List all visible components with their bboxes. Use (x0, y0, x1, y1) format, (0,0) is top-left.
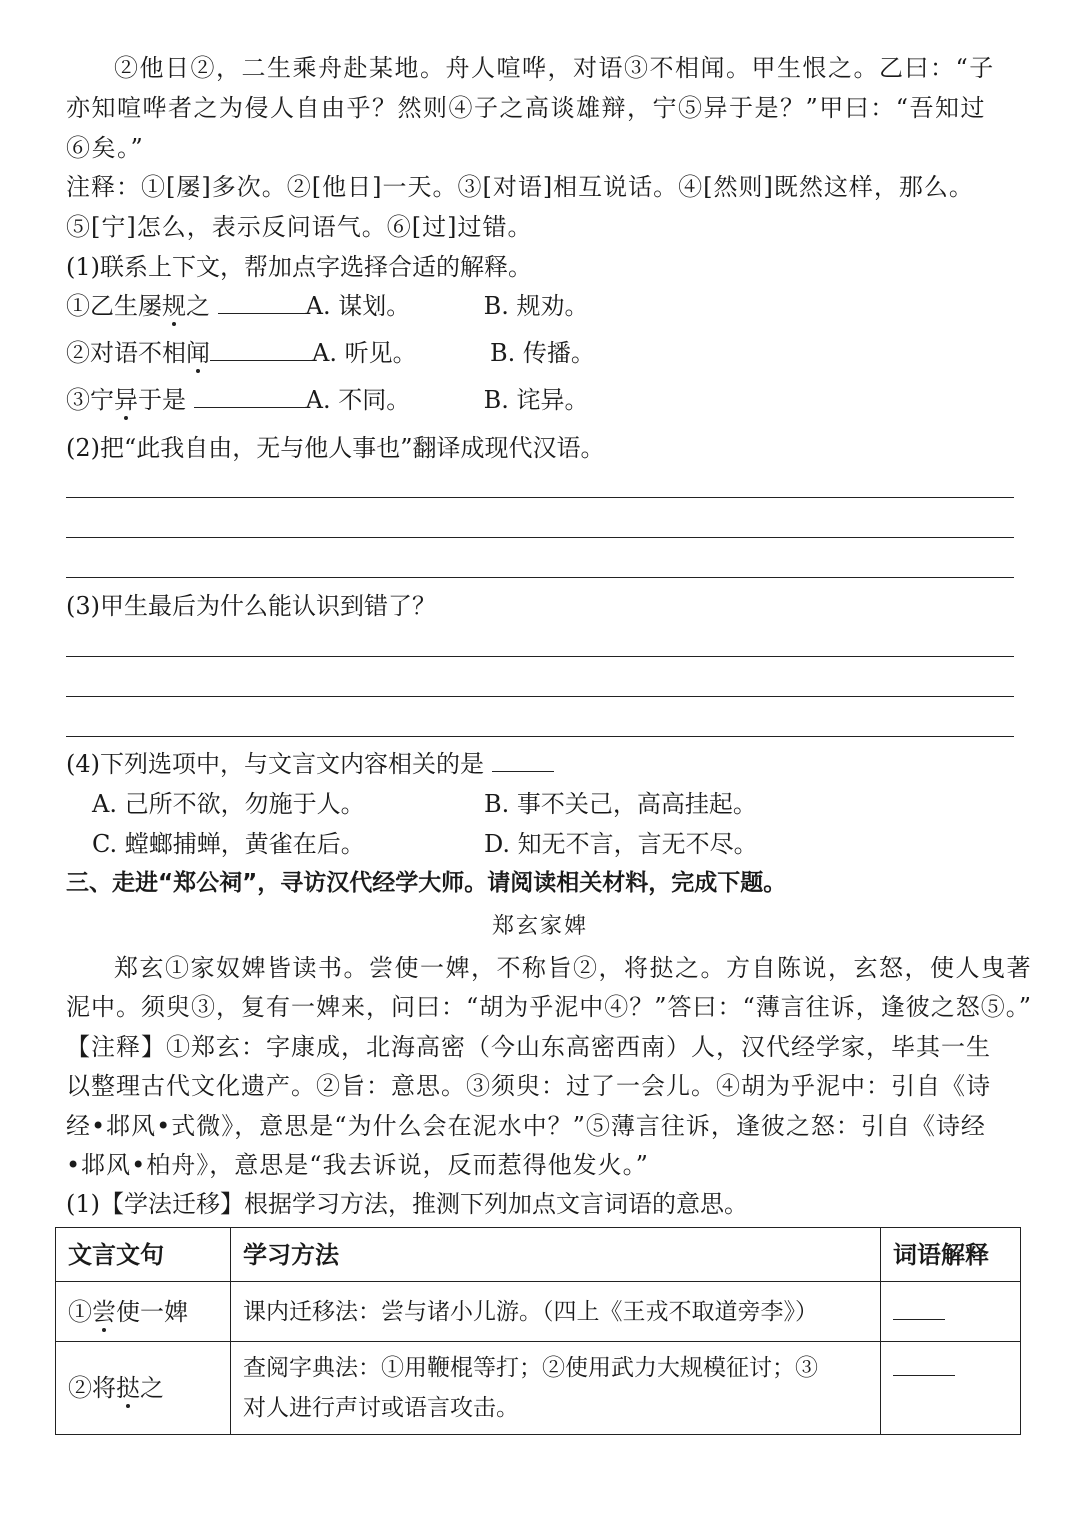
q1-item-3-option-b: B. 诧异。 (483, 386, 589, 414)
q1-item-1 (66, 286, 1014, 326)
q1-item-3-pre: ③宁 (66, 386, 114, 414)
q2-answer-line-3[interactable] (66, 577, 1014, 578)
row-2-answer-blank[interactable] (893, 1353, 955, 1376)
table-row (56, 1282, 1021, 1342)
table-row-1-answer[interactable] (881, 1282, 1021, 1342)
q4-option-a: A. 己所不欲，勿施于人。 (92, 790, 365, 818)
story2-para-line-3: ⑥矣。” (66, 134, 145, 162)
row-1-dotted-char: 尝 (92, 1297, 116, 1326)
q1-item-2 (66, 333, 1014, 373)
q2-prompt: (2)把“此我自由，无与他人事也”翻译成现代汉语。 (66, 434, 605, 462)
row-1-post: 使一婢 (116, 1297, 188, 1326)
q1-item-3-post: 于是 (138, 386, 194, 414)
q4-answer-blank[interactable] (492, 745, 554, 772)
q4-option-c: C. 螳螂捕蝉，黄雀在后。 (92, 830, 365, 858)
section3-para-line-2: 泥中。须臾③，复有一婢来，问曰：“胡为乎泥中④？”答曰：“薄言往诉，逢彼之怒⑤。” (66, 993, 1033, 1021)
q1-item-3 (66, 380, 1014, 420)
table-row-1-method: 课内迁移法：尝与诸小儿游。（四上《王戎不取道旁李》） (231, 1282, 881, 1342)
row-2-post: 之 (140, 1374, 164, 1402)
table-row (56, 1342, 1021, 1435)
q1-prompt: (1)联系上下文，帮加点字选择合适的解释。 (66, 253, 532, 281)
q4-prompt-line (66, 744, 1014, 784)
row-2-method-line-2: 对人进行声讨或语言攻击。 (243, 1395, 519, 1421)
table-row-2-answer[interactable] (881, 1342, 1021, 1435)
story2-notes-line-2: ⑤[宁]怎么，表示反问语气。⑥[过]过错。 (66, 213, 533, 241)
row-2-method-line-1: 查阅字典法：①用鞭棍等打；②使用武力大规模征讨；③ (243, 1355, 818, 1381)
table-header-method: 学习方法 (231, 1228, 881, 1282)
q1-item-1-answer-blank[interactable] (218, 287, 306, 314)
q1-item-1-pre: ①乙生屡 (66, 292, 162, 320)
q1-item-3-dotted-char: 异 (114, 386, 138, 414)
q3-answer-line-1[interactable] (66, 656, 1014, 657)
table-header-sentence: 文言文句 (56, 1228, 231, 1282)
q1-item-3-answer-blank[interactable] (194, 381, 306, 408)
q2-answer-line-2[interactable] (66, 537, 1014, 538)
section3-notes-line-2: 以整理古代文化遗产。②旨：意思。③须臾：过了一会儿。④胡为乎泥中：引自《诗 (66, 1072, 991, 1100)
row-1-pre: ① (68, 1297, 92, 1326)
q1-item-2-answer-blank[interactable] (210, 334, 312, 361)
story2-para-line-1: ②他日②，二生乘舟赴某地。舟人喧哗，对语③不相闻。甲生恨之。乙曰：“子 (114, 54, 995, 82)
section3-notes-line-4: •邶风•柏舟》，意思是“我去诉说，反而惹得他发火。” (66, 1151, 649, 1179)
section3-notes-line-3: 经•邶风•式微》，意思是“为什么会在泥水中？”⑤薄言往诉，逢彼之怒：引自《诗经 (66, 1112, 986, 1140)
story2-para-line-2: 亦知喧哗者之为侵人自由乎？然则④子之高谈雄辩，宁⑤异于是？”甲曰：“吾知过 (66, 94, 987, 122)
q1-item-1-dotted-char: 规 (162, 292, 186, 320)
q4-option-d: D. 知无不言，言无不尽。 (484, 830, 758, 858)
q4-options-row-1 (92, 784, 1014, 824)
q1-item-2-option-b: B. 传播。 (490, 339, 595, 367)
q1-item-2-pre: ②对语不相 (66, 339, 186, 367)
section3-para-line-1: 郑玄①家奴婢皆读书。尝使一婢，不称旨②，将挞之。方自陈说，玄怒，使人曳著 (114, 954, 1032, 982)
q1-item-2-option-a: A. 听见。 (312, 339, 417, 367)
q1-item-1-option-b: B. 规劝。 (483, 292, 589, 320)
row-1-answer-blank[interactable] (893, 1297, 945, 1320)
q4-options-row-2 (92, 824, 1014, 864)
q1-item-1-post: 之 (186, 292, 218, 320)
table-row-2-method (231, 1342, 881, 1435)
section3-heading: 三、走进“郑公祠”，寻访汉代经学大师。请阅读相关材料，完成下题。 (66, 870, 787, 896)
table-row-1-sentence (56, 1282, 231, 1342)
table-header-meaning: 词语解释 (881, 1228, 1021, 1282)
method-table (55, 1227, 1021, 1435)
q4-prompt: (4)下列选项中，与文言文内容相关的是 (66, 750, 484, 778)
q1-item-1-option-a: A. 谋划。 (305, 292, 411, 320)
q3-answer-line-3[interactable] (66, 736, 1014, 737)
q1-item-3-option-a: A. 不同。 (305, 386, 411, 414)
row-2-dotted-char: 挞 (116, 1374, 140, 1402)
section3-q1-prompt: (1)【学法迁移】根据学习方法，推测下列加点文言词语的意思。 (66, 1190, 748, 1218)
q2-answer-line-1[interactable] (66, 497, 1014, 498)
story2-notes-line-1: 注释：①[屡]多次。②[他日]一天。③[对语]相互说话。④[然则]既然这样，那么。 (66, 173, 974, 201)
q3-answer-line-2[interactable] (66, 696, 1014, 697)
row-2-pre: ②将 (68, 1374, 116, 1402)
table-header-row (56, 1228, 1021, 1282)
q1-item-2-dotted-char: 闻 (186, 339, 210, 367)
section3-title: 郑玄家婢 (491, 914, 588, 939)
table-row-2-sentence (56, 1342, 231, 1435)
q3-prompt: (3)甲生最后为什么能认识到错了？ (66, 592, 436, 620)
section3-notes-line-1: 【注释】①郑玄：字康成，北海高密（今山东高密西南）人，汉代经学家，毕其一生 (66, 1033, 991, 1061)
q4-option-b: B. 事不关己，高高挂起。 (484, 790, 757, 818)
